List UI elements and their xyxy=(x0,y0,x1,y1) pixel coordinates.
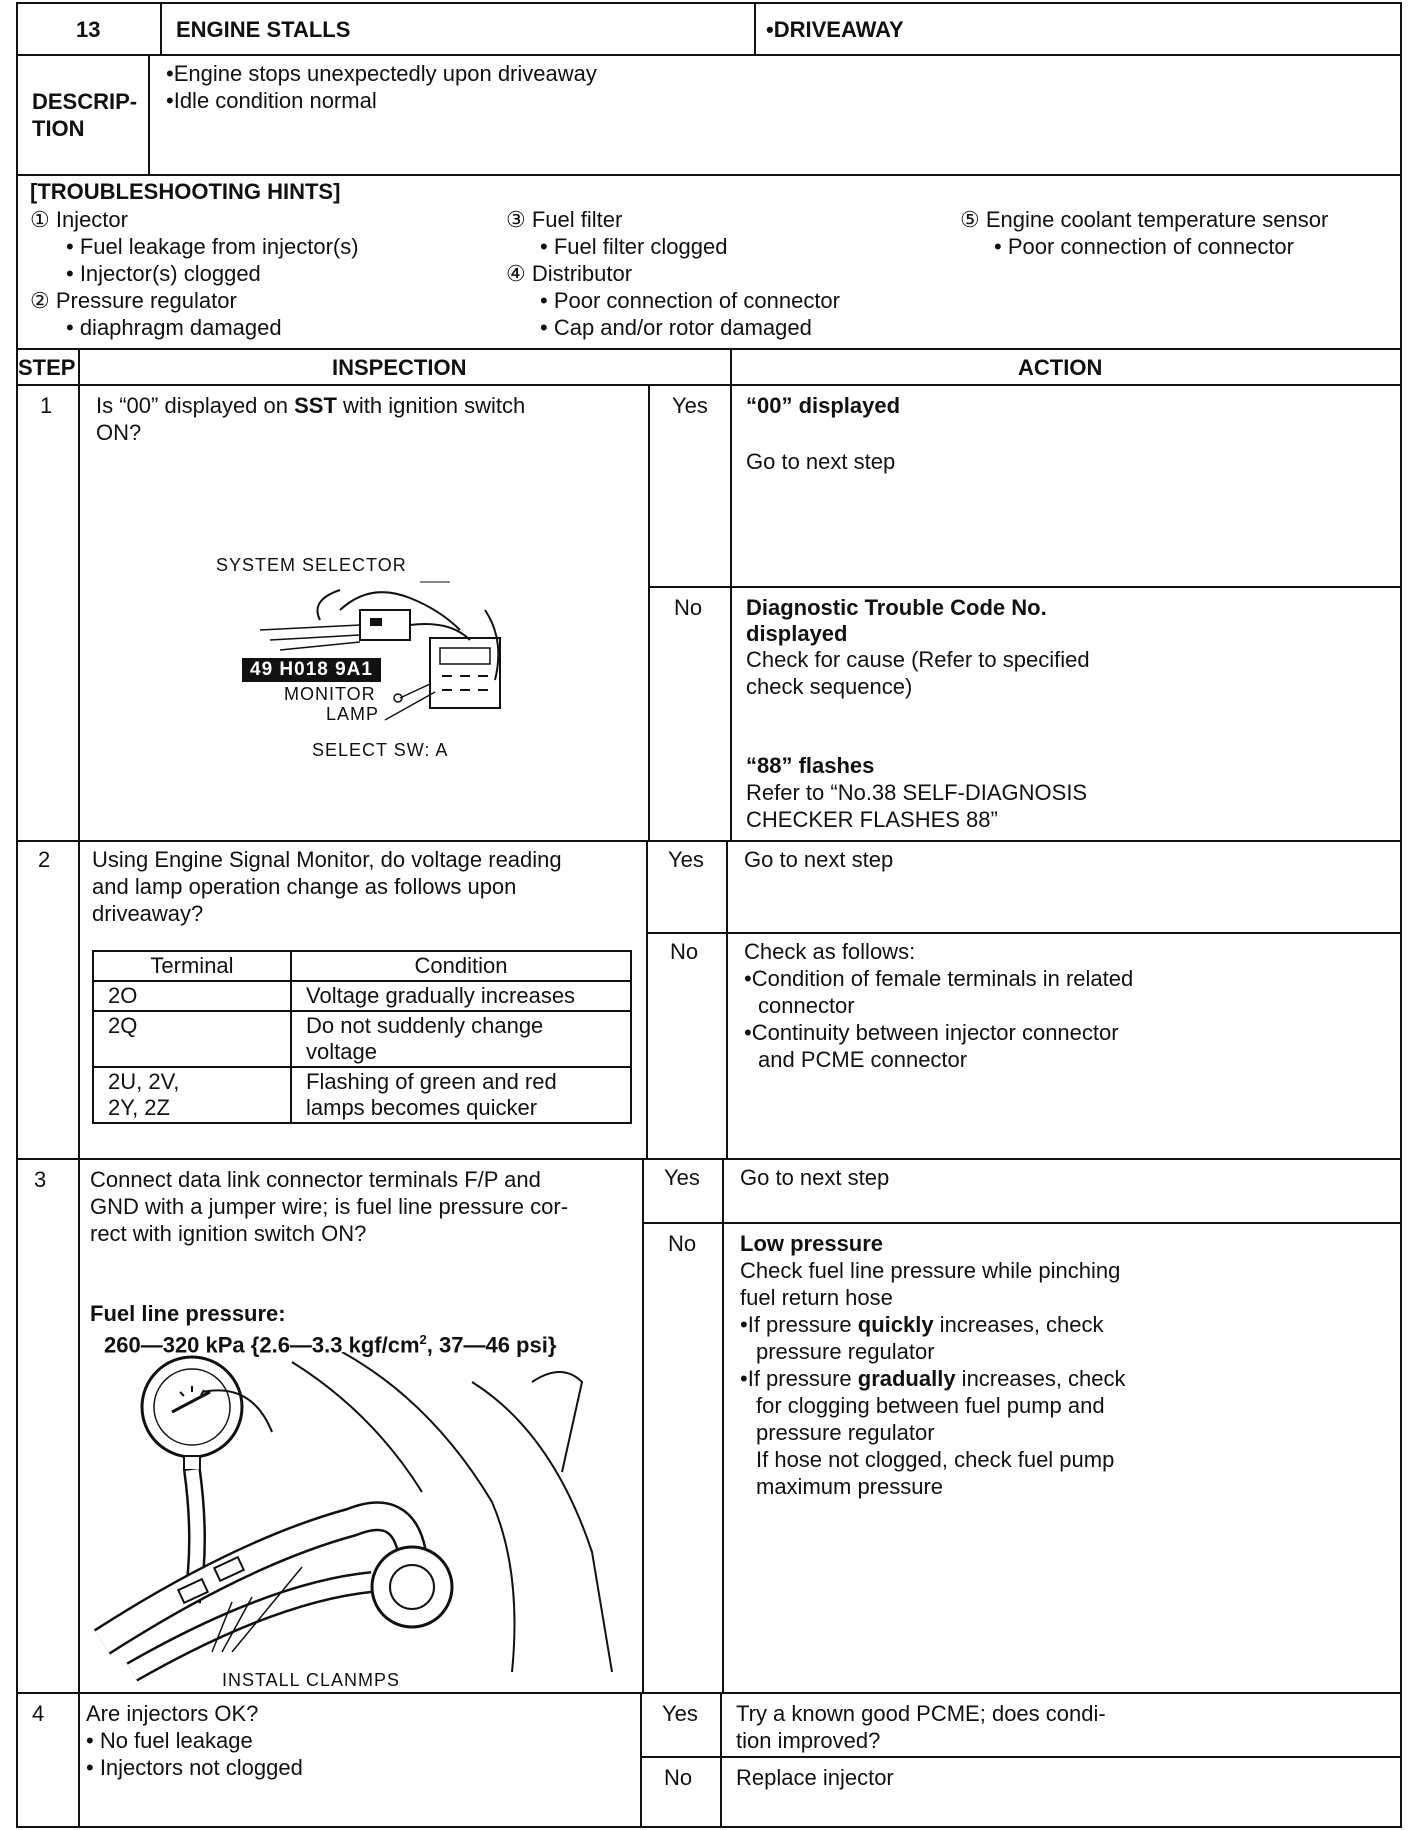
action-text: Go to next step xyxy=(744,847,894,872)
divider xyxy=(648,586,1402,588)
condition-label: •DRIVEAWAY xyxy=(766,17,904,42)
divider xyxy=(730,348,732,386)
hint-item: • Poor connection of connector xyxy=(994,234,1294,259)
fuel-pressure-value: 260—320 kPa {2.6—3.3 kgf/$cm^2$, 37—46 psi} xyxy=(104,1332,557,1358)
action-text: pressure regulator xyxy=(756,1339,935,1364)
action-text: for clogging between fuel pump and xyxy=(756,1393,1105,1418)
description-item: •Idle condition normal xyxy=(166,88,377,113)
hint-heading: ① Injector xyxy=(30,207,128,232)
step-question: • No fuel leakage xyxy=(86,1728,253,1753)
fuel-pressure-gauge-illustration xyxy=(92,1352,622,1682)
divider xyxy=(726,840,728,1158)
action-text: •Continuity between injector connector xyxy=(744,1020,1119,1045)
action-title: displayed xyxy=(746,621,848,646)
hint-item: • Fuel leakage from injector(s) xyxy=(66,234,359,259)
action-text: •If pressure quickly increases, check xyxy=(740,1312,1104,1337)
step-question: and lamp operation change as follows upon xyxy=(92,874,517,899)
part-number-tag: 49 H018 9A1 xyxy=(242,658,381,682)
action-text: Check for cause (Refer to specified xyxy=(746,647,1090,672)
table-cell-terminal: 2Q xyxy=(93,1011,291,1067)
no-label: No xyxy=(664,1765,693,1790)
step-question: GND with a jumper wire; is fuel line pressure cor- xyxy=(90,1194,569,1219)
divider xyxy=(640,1756,1402,1758)
divider xyxy=(640,1692,642,1828)
action-text: and PCME connector xyxy=(758,1047,968,1072)
step-question: • Injectors not clogged xyxy=(86,1755,303,1780)
action-text: If hose not clogged, check fuel pump xyxy=(756,1447,1115,1472)
table-cell-condition: Flashing of green and red lamps becomes quicker xyxy=(291,1067,631,1123)
divider xyxy=(16,1158,1402,1160)
yes-label: Yes xyxy=(672,393,708,418)
yes-label: Yes xyxy=(664,1165,700,1190)
divider xyxy=(754,2,756,56)
action-text: Go to next step xyxy=(746,449,896,474)
divider xyxy=(648,384,650,840)
yes-label: Yes xyxy=(668,847,704,872)
divider xyxy=(722,1158,724,1692)
hint-item: • Poor connection of connector xyxy=(540,288,840,313)
action-title: Low pressure xyxy=(740,1231,884,1256)
no-label: No xyxy=(668,1231,697,1256)
action-text: tion improved? xyxy=(736,1728,881,1753)
chart-number: 13 xyxy=(76,17,101,42)
hint-heading: ④ Distributor xyxy=(506,261,633,286)
divider xyxy=(642,1158,644,1692)
terminal-condition-table xyxy=(92,950,632,1124)
fuel-pressure-label: Fuel line pressure: xyxy=(90,1301,286,1326)
step-number: 4 xyxy=(32,1701,45,1726)
action-text: •If pressure gradually increases, check xyxy=(740,1366,1126,1391)
page-title: ENGINE STALLS xyxy=(176,17,351,42)
hint-item: • Cap and/or rotor damaged xyxy=(540,315,812,340)
illus-label: INSTALL CLANMPS xyxy=(222,1670,401,1690)
action-title: “88” flashes xyxy=(746,753,875,778)
hints-title: [TROUBLESHOOTING HINTS] xyxy=(30,179,341,204)
step-question: rect with ignition switch ON? xyxy=(90,1221,367,1246)
action-title: Diagnostic Trouble Code No. xyxy=(746,595,1047,620)
yes-label: Yes xyxy=(662,1701,698,1726)
hint-item: • Injector(s) clogged xyxy=(66,261,261,286)
table-header-condition: Condition xyxy=(291,951,631,981)
divider xyxy=(16,840,1402,842)
action-text: CHECKER FLASHES 88” xyxy=(746,807,998,832)
illus-label: SYSTEM SELECTOR xyxy=(216,555,407,575)
hint-heading: ③ Fuel filter xyxy=(506,207,623,232)
description-label: DESCRIP- xyxy=(32,89,138,114)
table-row xyxy=(93,981,631,1011)
table-cell-condition: Voltage gradually increases xyxy=(291,981,631,1011)
action-text: Check fuel line pressure while pinching xyxy=(740,1258,1121,1283)
action-text: check sequence) xyxy=(746,674,913,699)
step-number: 2 xyxy=(38,847,51,872)
divider xyxy=(78,348,80,1828)
hint-heading: ⑤ Engine coolant temperature sensor xyxy=(960,207,1329,232)
step-number: 1 xyxy=(40,393,53,418)
table-header-terminal: Terminal xyxy=(93,951,291,981)
divider xyxy=(16,1692,1402,1694)
column-header-inspection: INSPECTION xyxy=(332,355,467,380)
action-text: Replace injector xyxy=(736,1765,894,1790)
illus-label: MONITOR xyxy=(284,684,376,704)
hint-item: • diaphragm damaged xyxy=(66,315,282,340)
divider xyxy=(16,384,1402,386)
illus-label: LAMP xyxy=(326,704,380,724)
action-text: fuel return hose xyxy=(740,1285,893,1310)
divider xyxy=(148,54,150,176)
divider xyxy=(720,1692,722,1828)
action-text: connector xyxy=(758,993,855,1018)
table-cell-terminal: 2U, 2V, 2Y, 2Z xyxy=(93,1067,291,1123)
action-text: maximum pressure xyxy=(756,1474,944,1499)
step-question: driveaway? xyxy=(92,901,204,926)
divider xyxy=(730,384,732,840)
table-row xyxy=(93,1067,631,1123)
table-cell-terminal: 2O xyxy=(93,981,291,1011)
table-header-row xyxy=(93,951,631,981)
action-text: Check as follows: xyxy=(744,939,916,964)
action-title: “00” displayed xyxy=(746,393,901,418)
step-question: Is “00” displayed on SST with ignition switch xyxy=(96,393,526,418)
no-label: No xyxy=(674,595,703,620)
column-header-step: STEP xyxy=(18,355,76,380)
description-label-2: TION xyxy=(32,116,85,141)
divider xyxy=(646,932,1402,934)
description-item: •Engine stops unexpectedly upon driveaway xyxy=(166,61,597,86)
step-question: Are injectors OK? xyxy=(86,1701,259,1726)
no-label: No xyxy=(670,939,699,964)
step-number: 3 xyxy=(34,1167,47,1192)
step-question: Using Engine Signal Monitor, do voltage reading xyxy=(92,847,562,872)
step-question-2: ON? xyxy=(96,420,142,445)
action-text: Refer to “No.38 SELF-DIAGNOSIS xyxy=(746,780,1088,805)
hint-item: • Fuel filter clogged xyxy=(540,234,728,259)
action-text: pressure regulator xyxy=(756,1420,935,1445)
action-text: Go to next step xyxy=(740,1165,890,1190)
table-cell-condition: Do not suddenly change voltage xyxy=(291,1011,631,1067)
table-row xyxy=(93,1011,631,1067)
step-question: Connect data link connector terminals F/P and xyxy=(90,1167,541,1192)
column-header-action: ACTION xyxy=(1018,355,1103,380)
divider xyxy=(160,2,162,56)
divider xyxy=(646,840,648,1158)
action-text: Try a known good PCME; does condi- xyxy=(736,1701,1106,1726)
hint-heading: ② Pressure regulator xyxy=(30,288,237,313)
action-text: •Condition of female terminals in related xyxy=(744,966,1134,991)
divider xyxy=(642,1222,1402,1224)
illus-label: SELECT SW: A xyxy=(312,740,449,760)
